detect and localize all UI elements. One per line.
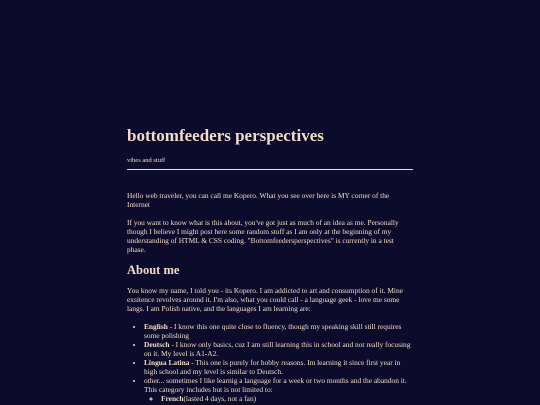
language-name: French bbox=[161, 394, 184, 403]
list-item-other bbox=[144, 376, 413, 403]
about-paragraph: You know my name, I told you - its Kopero. I am addicted to art and consumption of it. Mine exsitence revolves around it. I'm also, what you could call - a language geek - love me some langs. I am Polish native, and the languages I am learning are: bbox=[127, 286, 403, 313]
intro-greeting: Hello web traveler, you can call me Kopero. What you see over here is MY corner of the Internet bbox=[127, 191, 390, 209]
language-name: Lingua Latina bbox=[144, 358, 190, 367]
site-title: bottomfeeders perspectives bbox=[127, 126, 324, 145]
language-list bbox=[127, 322, 413, 403]
language-description: - This one is purely for hobby reasons. Im learning it since first year in high school and my level is similar to Deutsch. bbox=[144, 358, 401, 376]
language-name: English bbox=[144, 322, 168, 331]
language-description: (lasted 4 days, not a fan) bbox=[183, 394, 257, 403]
language-name: Deutsch bbox=[144, 340, 170, 349]
list-item-latin bbox=[144, 358, 413, 376]
header-divider bbox=[127, 169, 413, 170]
about-heading: About me bbox=[127, 263, 180, 277]
list-item-english bbox=[144, 322, 413, 340]
language-description: - I know only basics, cuz I am still learning this in school and not really focusing on it. My level is A1-A2. bbox=[144, 340, 411, 358]
list-item-french bbox=[161, 394, 413, 403]
intro-about-site: If you want to know what is this about, you've got just as much of an idea as me. Personally though I believe I might post here some random stuff as I am only at the beginning of my understanding of HTML & CSS coding. "Bottomfeedersperspectives" is currently in a test phase. bbox=[127, 218, 399, 254]
list-item-deutsch bbox=[144, 340, 413, 358]
other-languages-text: other... sometimes I like learnig a language for a week or two months and the abandon it. This category includes but is not limited to: bbox=[144, 376, 407, 394]
other-language-list bbox=[144, 394, 413, 403]
site-tagline: vibes and stuff bbox=[127, 157, 166, 164]
language-description: - I know this one quite close to fluency, though my speaking skill still requires some polishing bbox=[144, 322, 402, 340]
main-content bbox=[127, 191, 413, 403]
